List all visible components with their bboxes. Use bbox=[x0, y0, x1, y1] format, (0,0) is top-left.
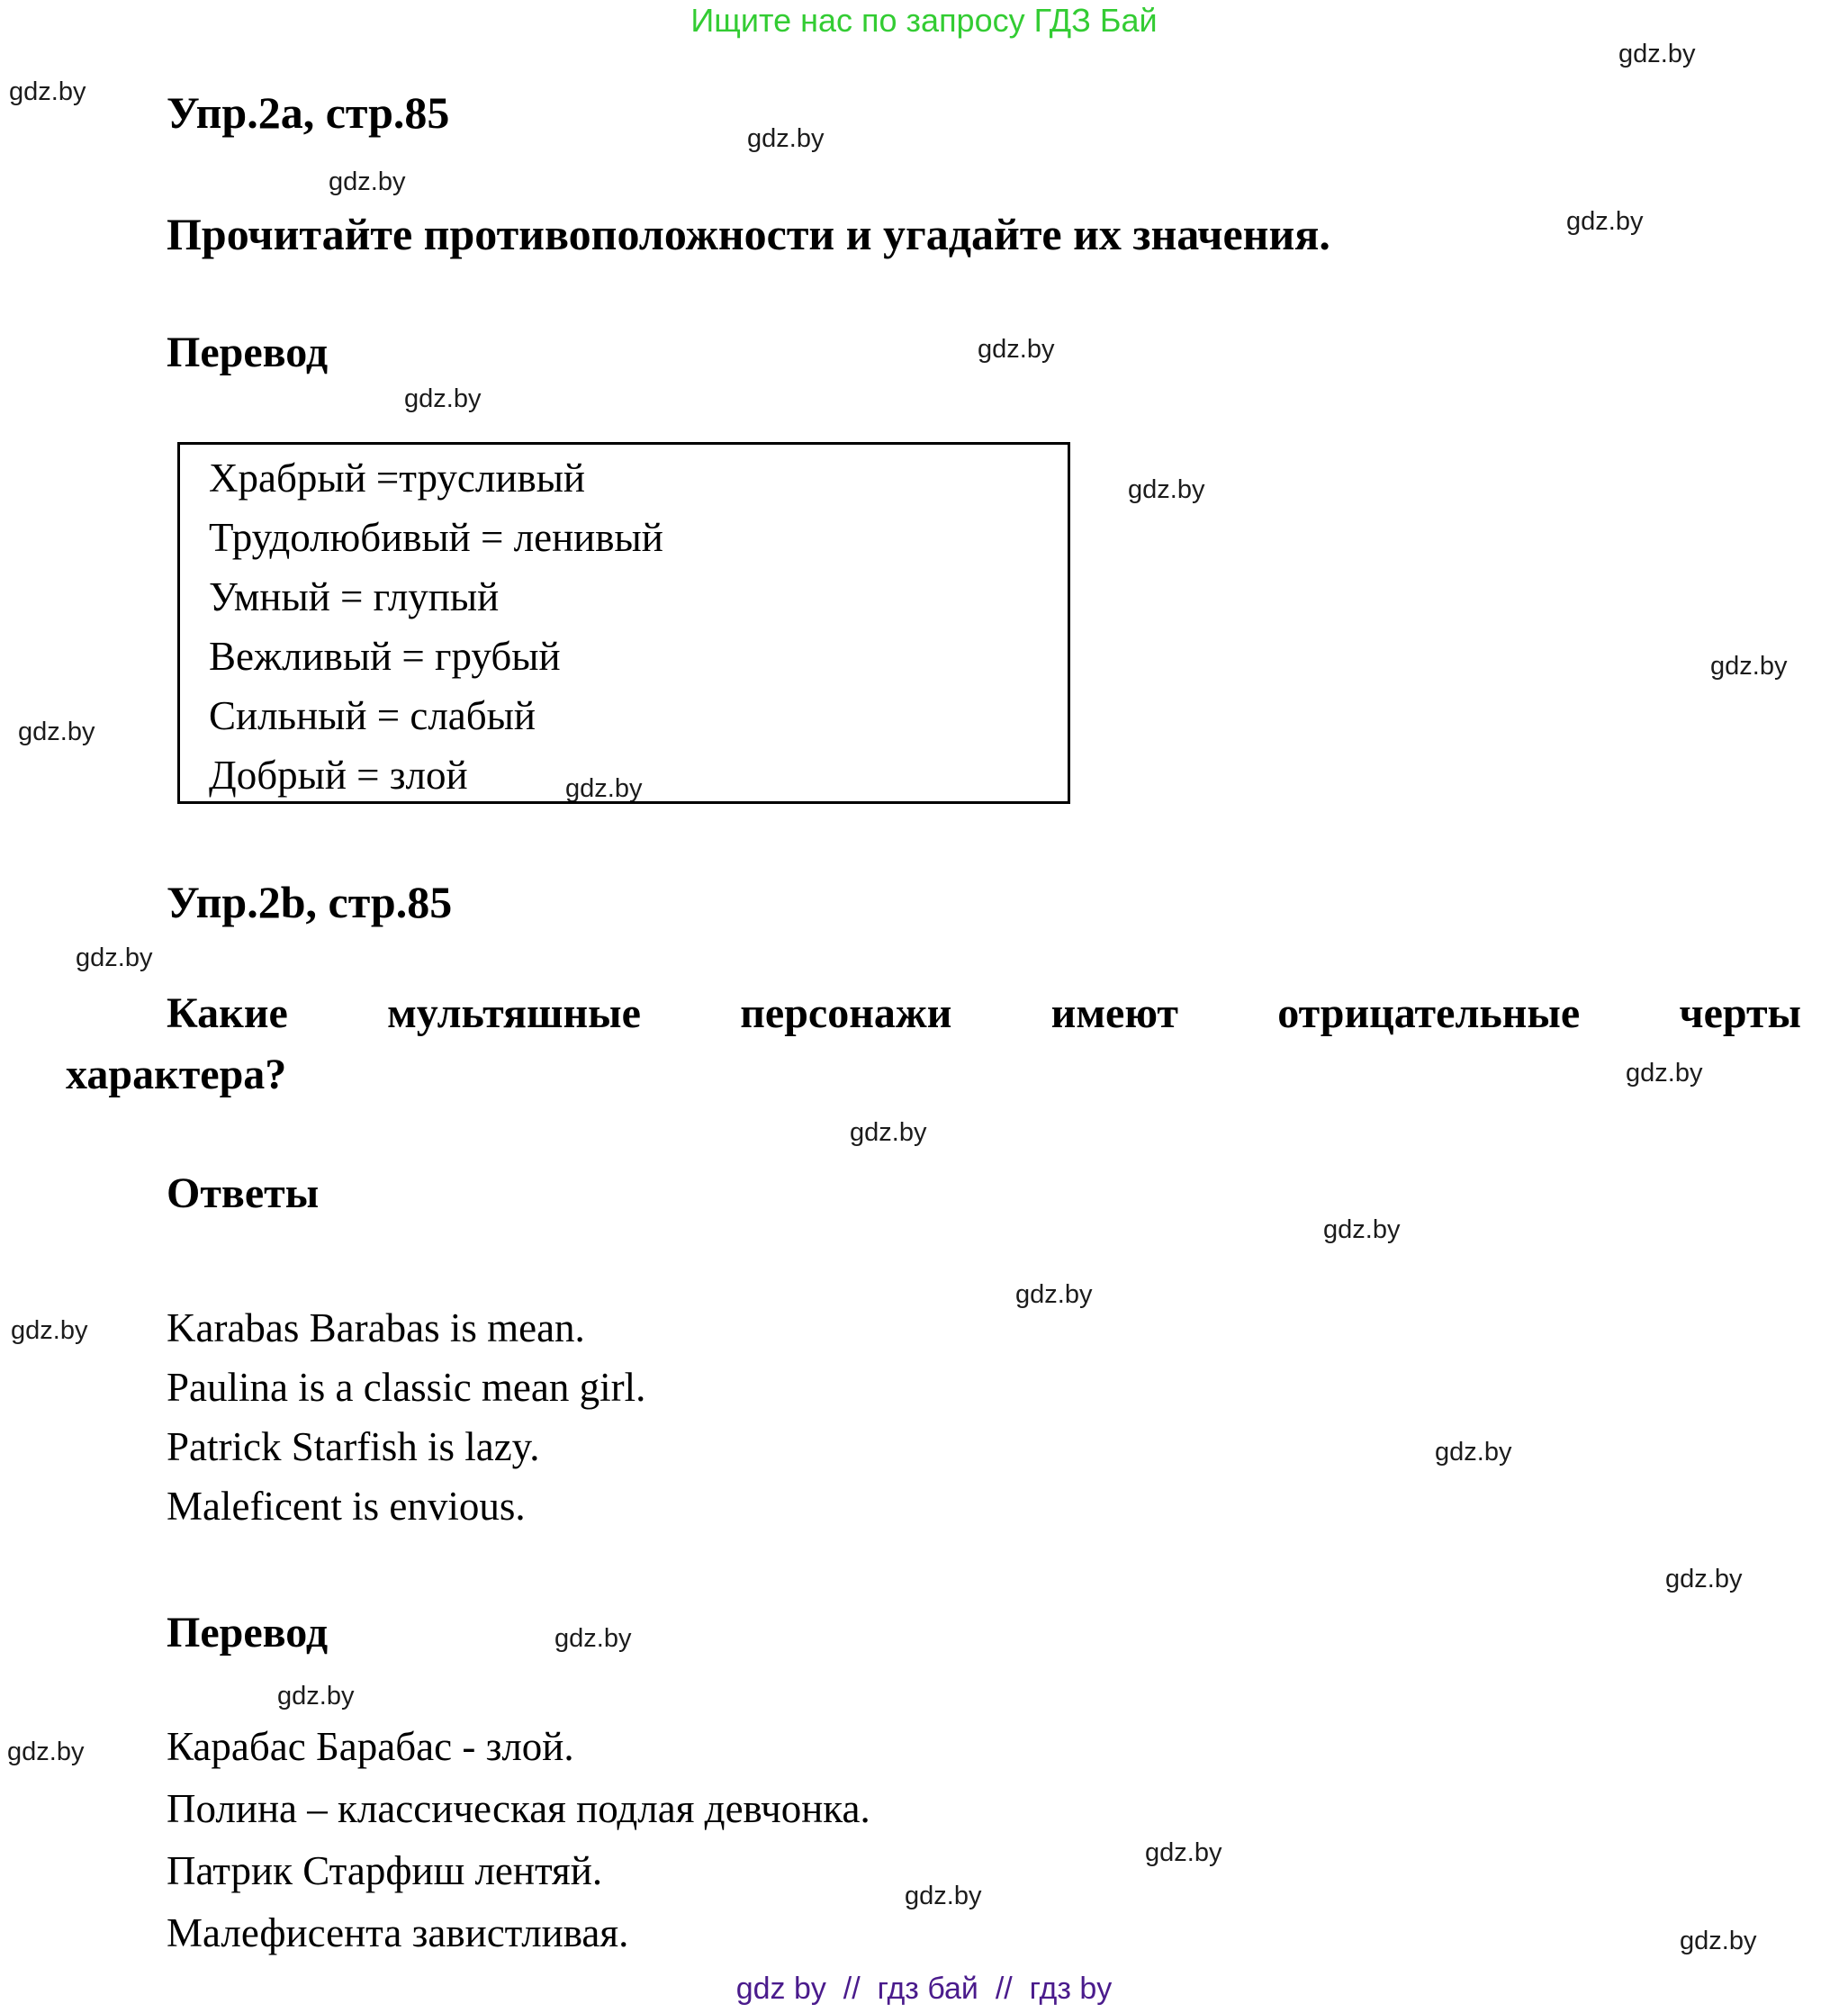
watermark-gdzby: gdz.by bbox=[18, 718, 95, 746]
watermark-gdzby: gdz.by bbox=[850, 1118, 927, 1147]
watermark-gdzby: gdz.by bbox=[76, 943, 153, 972]
watermark-gdzby: gdz.by bbox=[277, 1682, 355, 1711]
answers-list bbox=[167, 1298, 645, 1536]
watermark-gdzby: gdz.by bbox=[1626, 1059, 1703, 1088]
watermark-gdzby: gdz.by bbox=[1618, 40, 1696, 68]
watermark-gdzby: gdz.by bbox=[1435, 1438, 1512, 1467]
watermark-gdzby: gdz.by bbox=[978, 335, 1055, 364]
translations-list bbox=[167, 1716, 870, 1964]
watermark-gdzby: gdz.by bbox=[1680, 1927, 1757, 1955]
question-line-1: Какие мультяшные персонажи имеют отрицательные черты bbox=[167, 989, 1801, 1037]
watermark-gdzby: gdz.by bbox=[7, 1738, 85, 1766]
answers-label: Ответы bbox=[167, 1169, 320, 1217]
opposites-box bbox=[177, 442, 1070, 804]
answer-line: Karabas Barabas is mean. bbox=[167, 1305, 585, 1350]
translation-line: Патрик Старфиш лентяй. bbox=[167, 1848, 603, 1893]
watermark-gdzby: gdz.by bbox=[9, 77, 86, 106]
watermark-gdzby: gdz.by bbox=[747, 124, 825, 153]
watermark-gdzby: gdz.by bbox=[1323, 1215, 1401, 1244]
watermark-gdzby: gdz.by bbox=[1665, 1565, 1743, 1593]
exercise-2a-task: Прочитайте противоположности и угадайте их значения. bbox=[167, 209, 1330, 259]
footer-tagline: gdz by // гдз бай // гдз by bbox=[735, 1972, 1113, 2006]
watermark-gdzby: gdz.by bbox=[329, 167, 406, 196]
watermark-gdzby: gdz.by bbox=[905, 1882, 982, 1910]
translation-line: Карабас Барабас - злой. bbox=[167, 1724, 574, 1769]
translation-line: Малефисента завистливая. bbox=[167, 1910, 629, 1955]
question-line-2: характера? bbox=[66, 1051, 287, 1098]
opposite-line: Добрый = злой bbox=[209, 753, 468, 798]
watermark-gdzby: gdz.by bbox=[1128, 475, 1205, 504]
exercise-2b-heading: Упр.2b, стр.85 bbox=[167, 877, 453, 927]
translation-label-2a: Перевод bbox=[167, 329, 329, 376]
answer-line: Paulina is a classic mean girl. bbox=[167, 1365, 646, 1410]
watermark-gdzby: gdz.by bbox=[1710, 652, 1788, 681]
opposite-line: Трудолюбивый = ленивый bbox=[209, 515, 663, 560]
opposite-line: Сильный = слабый bbox=[209, 693, 536, 738]
watermark-gdzby: gdz.by bbox=[554, 1624, 632, 1653]
opposite-line: Вежливый = грубый bbox=[209, 634, 561, 679]
watermark-gdzby: gdz.by bbox=[1015, 1280, 1093, 1309]
exercise-2a-heading: Упр.2а, стр.85 bbox=[167, 87, 450, 138]
watermark-gdzby: gdz.by bbox=[1145, 1838, 1222, 1867]
answer-line: Maleficent is envious. bbox=[167, 1484, 526, 1529]
answer-line: Patrick Starfish is lazy. bbox=[167, 1424, 540, 1469]
watermark-gdzby: gdz.by bbox=[11, 1316, 88, 1345]
watermark-gdzby: gdz.by bbox=[404, 384, 482, 413]
opposite-line: Умный = глупый bbox=[209, 574, 500, 619]
watermark-gdzby: gdz.by bbox=[565, 774, 643, 803]
translation-line: Полина – классическая подлая девчонка. bbox=[167, 1786, 870, 1831]
promo-banner: Ищите нас по запросу ГДЗ Бай bbox=[690, 2, 1158, 39]
watermark-gdzby: gdz.by bbox=[1566, 207, 1644, 236]
opposite-line: Храбрый =трусливый bbox=[209, 456, 586, 501]
translation-label-2b: Перевод bbox=[167, 1609, 329, 1656]
